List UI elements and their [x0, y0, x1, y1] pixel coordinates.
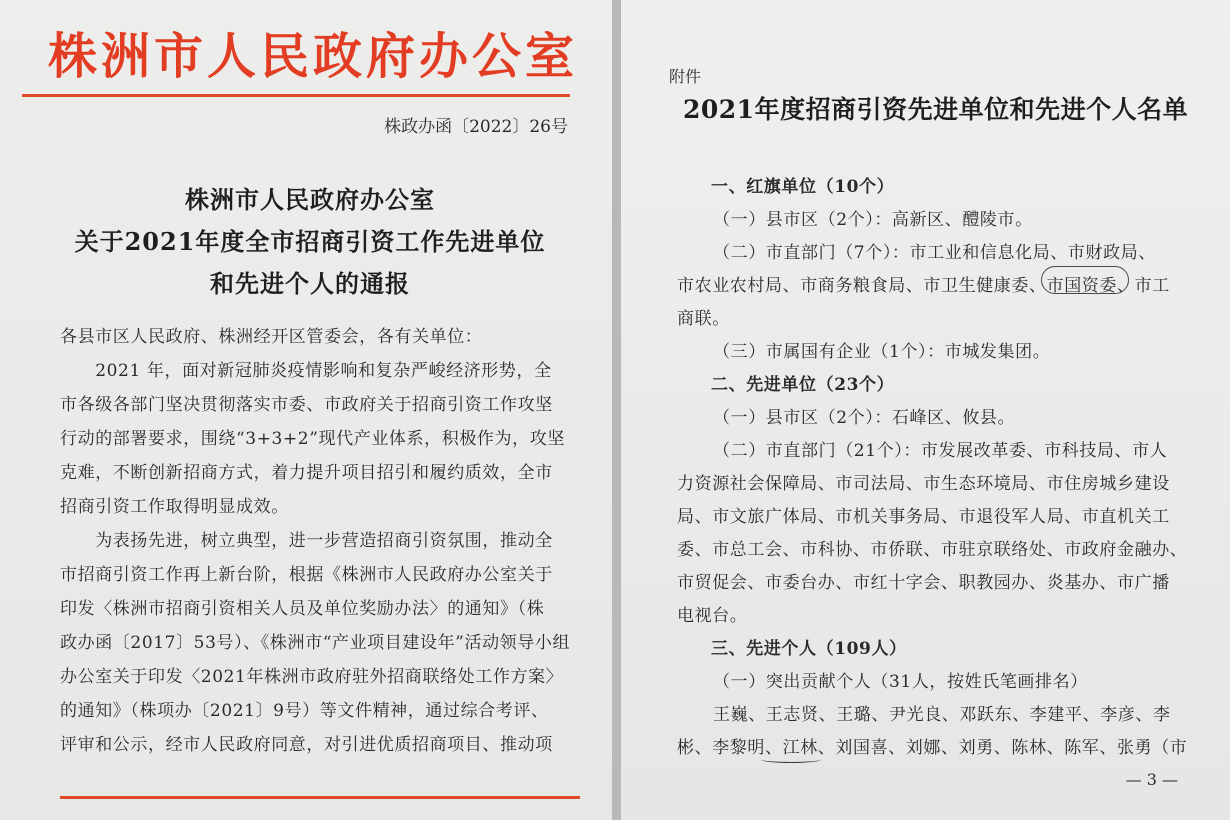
list-line: 市农业农村局、市商务粮食局、市卫生健康委、市国资委、市工	[677, 276, 1170, 296]
section-heading: 一、红旗单位（10个）	[711, 177, 895, 197]
section-heading: 二、先进单位（23个）	[711, 375, 895, 395]
body-line: 市招商引资工作再上新台阶，根据《株洲市人民政府办公室关于	[60, 565, 553, 585]
right-page	[621, 0, 1230, 820]
body-line: 为表扬先进，树立典型，进一步营造招商引资氛围，推动全	[60, 531, 553, 551]
section-heading: 三、先进个人（109人）	[711, 639, 907, 659]
body-line: 的通知》（株项办〔2021〕9号）等文件精神，通过综合考评、	[60, 701, 549, 721]
list-line: （二）市直部门（7个）：市工业和信息化局、市财政局、	[713, 243, 1156, 263]
letterhead-red-rule	[22, 94, 570, 97]
page-number: — 3 —	[1125, 770, 1178, 789]
list-line: 市贸促会、市委台办、市红十字会、职教园办、炎基办、市广播	[677, 573, 1170, 593]
list-line: 商联。	[677, 309, 730, 329]
handwritten-underline	[761, 756, 821, 763]
page-gutter	[612, 0, 621, 820]
list-line: （三）市属国有企业（1个）：市城发集团。	[713, 342, 1051, 362]
list-line: （二）市直部门（21个）：市发展改革委、市科技局、市人	[713, 441, 1168, 461]
footer-red-rule	[60, 796, 580, 799]
salutation: 各县市区人民政府、株洲经开区管委会，各有关单位：	[60, 327, 483, 347]
body-line: 行动的部署要求，围绕“3+3+2”现代产业体系，积极作为，攻坚	[60, 429, 565, 449]
body-line: 招商引资工作取得明显成效。	[60, 497, 289, 517]
body-line: 印发〈株洲市招商引资相关人员及单位奖励办法〉的通知》（株	[60, 599, 545, 619]
body-line: 评审和公示，经市人民政府同意，对引进优质招商项目、推动项	[60, 735, 553, 755]
list-line: （一）突出贡献个人（31人，按姓氏笔画排名）	[713, 672, 1088, 692]
list-line: 局、市文旅广体局、市机关事务局、市退役军人局、市直机关工	[677, 507, 1170, 527]
list-line: 王巍、王志贤、王璐、尹光良、邓跃东、李建平、李彦、李	[713, 705, 1171, 725]
notice-title-line-1: 株洲市人民政府办公室	[185, 185, 435, 214]
handwritten-circle	[1041, 266, 1129, 294]
letterhead-title: 株洲市人民政府办公室	[48, 28, 579, 85]
list-line: 彬、李黎明、江林、刘国喜、刘娜、刘勇、陈林、陈军、张勇（市	[677, 738, 1188, 758]
list-title: 2021年度招商引资先进单位和先进个人名单	[683, 95, 1189, 124]
list-line: （一）县市区（2个）：石峰区、攸县。	[713, 408, 1016, 428]
notice-title-line-2: 关于2021年度全市招商引资工作先进单位	[74, 227, 546, 256]
body-line: 办公室关于印发〈2021年株洲市政府驻外招商联络处工作方案〉	[60, 667, 564, 687]
list-line: 电视台。	[677, 606, 748, 626]
body-line: 市各级各部门坚决贯彻落实市委、市政府关于招商引资工作攻坚	[60, 395, 553, 415]
list-line: （一）县市区（2个）：高新区、醴陵市。	[713, 210, 1033, 230]
list-line: 力资源社会保障局、市司法局、市生态环境局、市住房城乡建设	[677, 474, 1170, 494]
document-number: 株政办函〔2022〕26号	[384, 117, 568, 137]
body-line: 克难，不断创新招商方式，着力提升项目招引和履约质效，全市	[60, 463, 553, 483]
attachment-label: 附件	[669, 67, 702, 86]
left-page	[0, 0, 612, 820]
notice-title-line-3: 和先进个人的通报	[210, 269, 410, 298]
list-line: 委、市总工会、市科协、市侨联、市驻京联络处、市政府金融办、	[677, 540, 1188, 560]
body-line: 政办函〔2017〕53号）、《株洲市“产业项目建设年”活动领导小组	[60, 633, 571, 653]
body-line: 2021 年，面对新冠肺炎疫情影响和复杂严峻经济形势，全	[60, 361, 552, 381]
